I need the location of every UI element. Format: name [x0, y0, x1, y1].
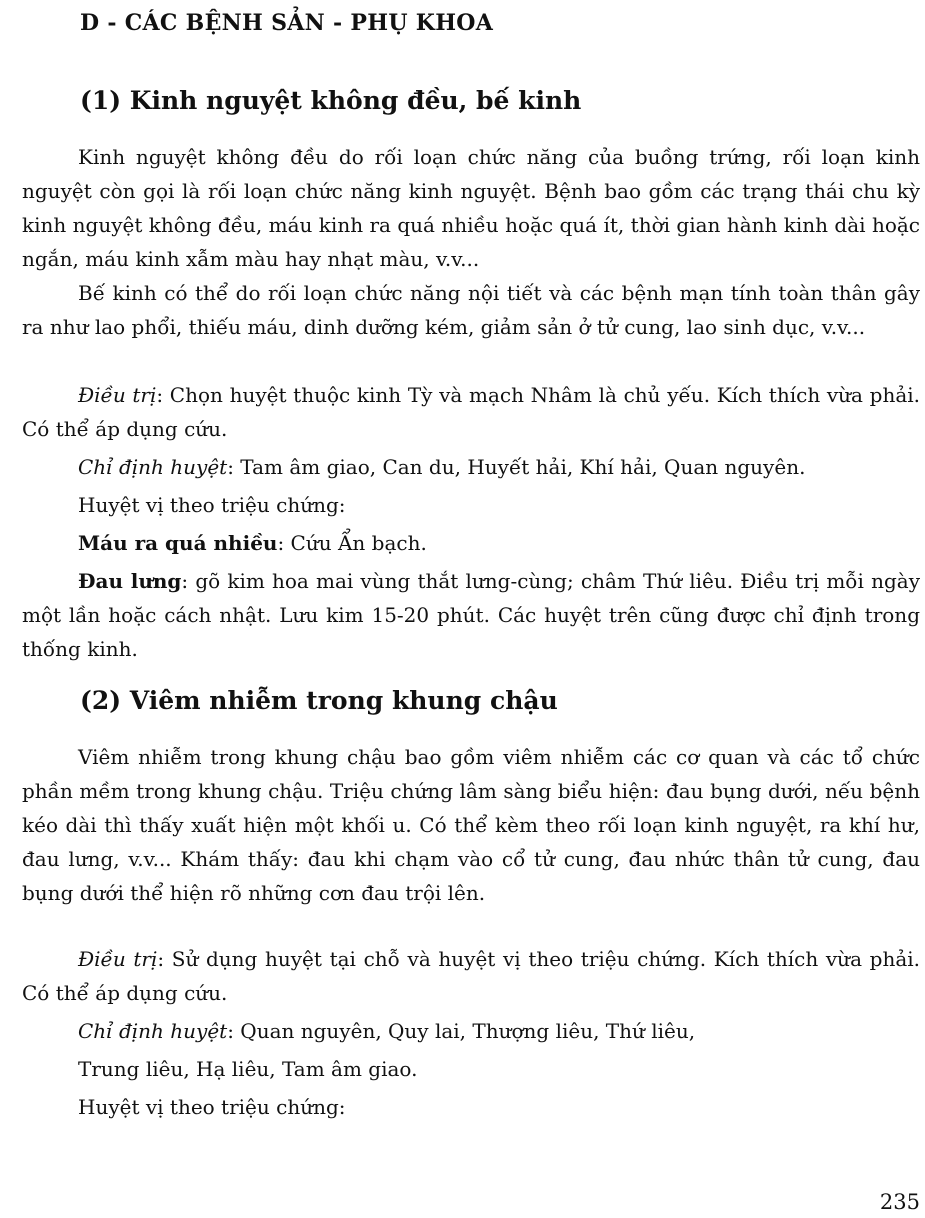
bleeding-text: : Cứu Ẩn bạch. [277, 531, 427, 555]
points-text-2: : Quan nguyên, Quy lai, Thượng liêu, Thứ liêu, [227, 1019, 696, 1043]
paragraph-pelvic-inflammation: Viêm nhiễm trong khung chậu bao gồm viêm nhiễm các cơ quan và các tổ chức phần mềm trong khung chậu. Triệu chứng lâm sàng biểu hiện: đau bụng dưới, nếu bệnh kéo dài thì thấy xuất hiện một khối u. Có thể kèm theo rối loạn kinh nguyệt, ra khí hư, đau lưng, v.v... Khám thấy: đau khi chạm vào cổ tử cung, đau nhức thân tử cung, đau bụng dưới thể hiện rõ những cơn đau trội lên. [22, 745, 920, 905]
paragraph-treatment-2 [22, 942, 920, 1010]
indicated-points-2-continued: Trung liêu, Hạ liêu, Tam âm giao. [78, 1057, 418, 1081]
symptom-points-line-1: Huyệt vị theo triệu chứng: [78, 493, 346, 517]
points-text: : Tam âm giao, Can du, Huyết hải, Khí hải, Quan nguyên. [227, 455, 806, 479]
treatment-text-2: : Sử dụng huyệt tại chỗ và huyệt vị theo triệu chứng. Kích thích vừa phải. Có thể áp dụng cứu. [22, 947, 920, 1005]
bleeding-line [78, 526, 427, 560]
backpain-label: Đau lưng [78, 569, 182, 593]
paragraph-back-pain [22, 564, 920, 666]
treatment-label: Điều trị [78, 383, 157, 407]
points-label: Chỉ định huyệt [78, 455, 228, 479]
indicated-points-2 [78, 1014, 695, 1048]
points-label-2: Chỉ định huyệt [78, 1019, 228, 1043]
section-title: D - CÁC BỆNH SẢN - PHỤ KHOA [80, 10, 494, 36]
page-number: 235 [879, 1190, 920, 1214]
backpain-text: : gõ kim hoa mai vùng thắt lưng-cùng; châm Thứ liêu. Điều trị mỗi ngày một lần hoặc cách nhật. Lưu kim 15-20 phút. Các huyệt trên cũng được chỉ định trong thống kinh. [22, 569, 921, 661]
paragraph-irregular-menstruation: Kinh nguyệt không đều do rối loạn chức năng của buồng trứng, rối loạn kinh nguyệt còn gọi là rối loạn chức năng kinh nguyệt. Bệnh bao gồm các trạng thái chu kỳ kinh nguyệt không đều, máu kinh ra quá nhiều hoặc quá ít, thời gian hành kinh dài hoặc ngắn, máu kinh xẫm màu hay nhạt màu, v.v... [22, 145, 920, 271]
indicated-points-1 [78, 450, 805, 484]
paragraph-treatment-1 [22, 378, 920, 446]
treatment-text: : Chọn huyệt thuộc kinh Tỳ và mạch Nhâm là chủ yếu. Kích thích vừa phải. Có thể áp dụng cứu. [22, 383, 920, 441]
symptom-points-line-2: Huyệt vị theo triệu chứng: [78, 1095, 346, 1119]
paragraph-amenorrhea: Bế kinh có thể do rối loạn chức năng nội tiết và các bệnh mạn tính toàn thân gây ra như lao phổi, thiếu máu, dinh dưỡng kém, giảm sản ở tử cung, lao sinh dục, v.v... [22, 281, 920, 339]
treatment-label-2: Điều trị [78, 947, 158, 971]
heading-pelvic-inflammation: (2) Viêm nhiễm trong khung chậu [80, 686, 558, 715]
bleeding-label: Máu ra quá nhiều [78, 531, 278, 555]
heading-irregular-menstruation: (1) Kinh nguyệt không đều, bế kinh [80, 86, 582, 115]
